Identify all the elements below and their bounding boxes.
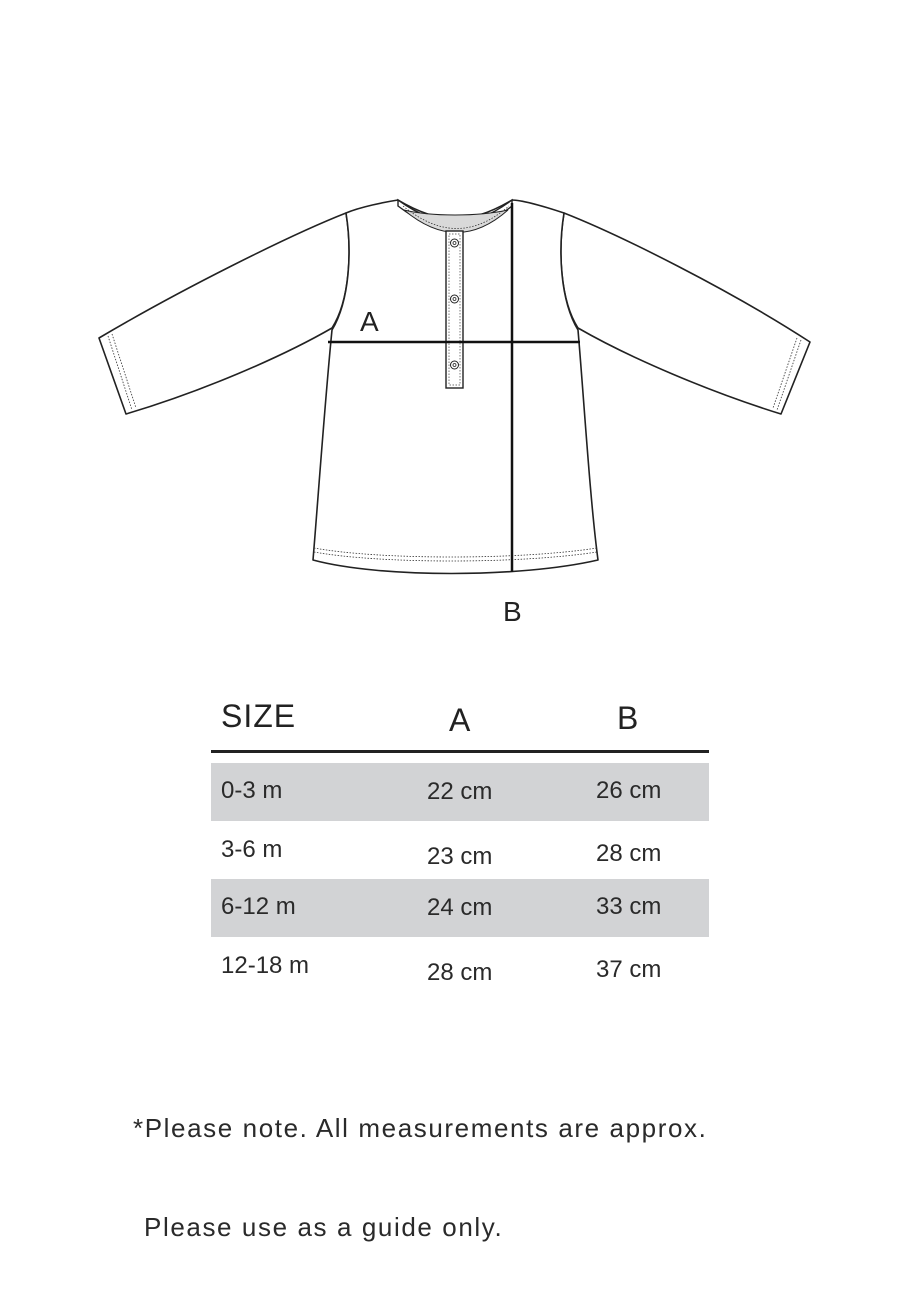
- cell-b: 37 cm: [596, 956, 662, 983]
- button-icon: [451, 361, 459, 369]
- cell-size: 12-18 m: [221, 952, 310, 979]
- left-sleeve: [99, 213, 349, 414]
- header-size: SIZE: [221, 698, 297, 734]
- header-a: A: [449, 702, 472, 738]
- note-line-2: Please use as a guide only.: [144, 1212, 504, 1242]
- cell-size: 3-6 m: [221, 836, 283, 863]
- cell-a: 28 cm: [427, 959, 493, 986]
- cell-a: 23 cm: [427, 843, 493, 870]
- label-a: A: [360, 306, 379, 337]
- button-placket: [446, 231, 463, 388]
- button-icon: [451, 239, 459, 247]
- cell-b: 26 cm: [596, 777, 662, 804]
- table-header: [211, 690, 709, 753]
- table-body: [211, 763, 709, 995]
- cell-b: 28 cm: [596, 840, 662, 867]
- table-row: [211, 763, 709, 821]
- table-row: [211, 879, 709, 937]
- label-b: B: [503, 596, 522, 627]
- cell-size: 6-12 m: [221, 893, 296, 920]
- cell-a: 22 cm: [427, 778, 493, 805]
- cell-a: 24 cm: [427, 894, 493, 921]
- note-line-1: *Please note. All measurements are approx.: [133, 1113, 708, 1143]
- cell-b: 33 cm: [596, 893, 662, 920]
- table-row: [211, 937, 709, 995]
- cell-size: 0-3 m: [221, 777, 283, 804]
- header-b: B: [617, 700, 640, 736]
- measurement-note: [133, 1046, 707, 1277]
- right-sleeve: [561, 213, 810, 414]
- size-chart-table: [211, 690, 709, 986]
- table-row: [211, 821, 709, 879]
- button-icon: [451, 295, 459, 303]
